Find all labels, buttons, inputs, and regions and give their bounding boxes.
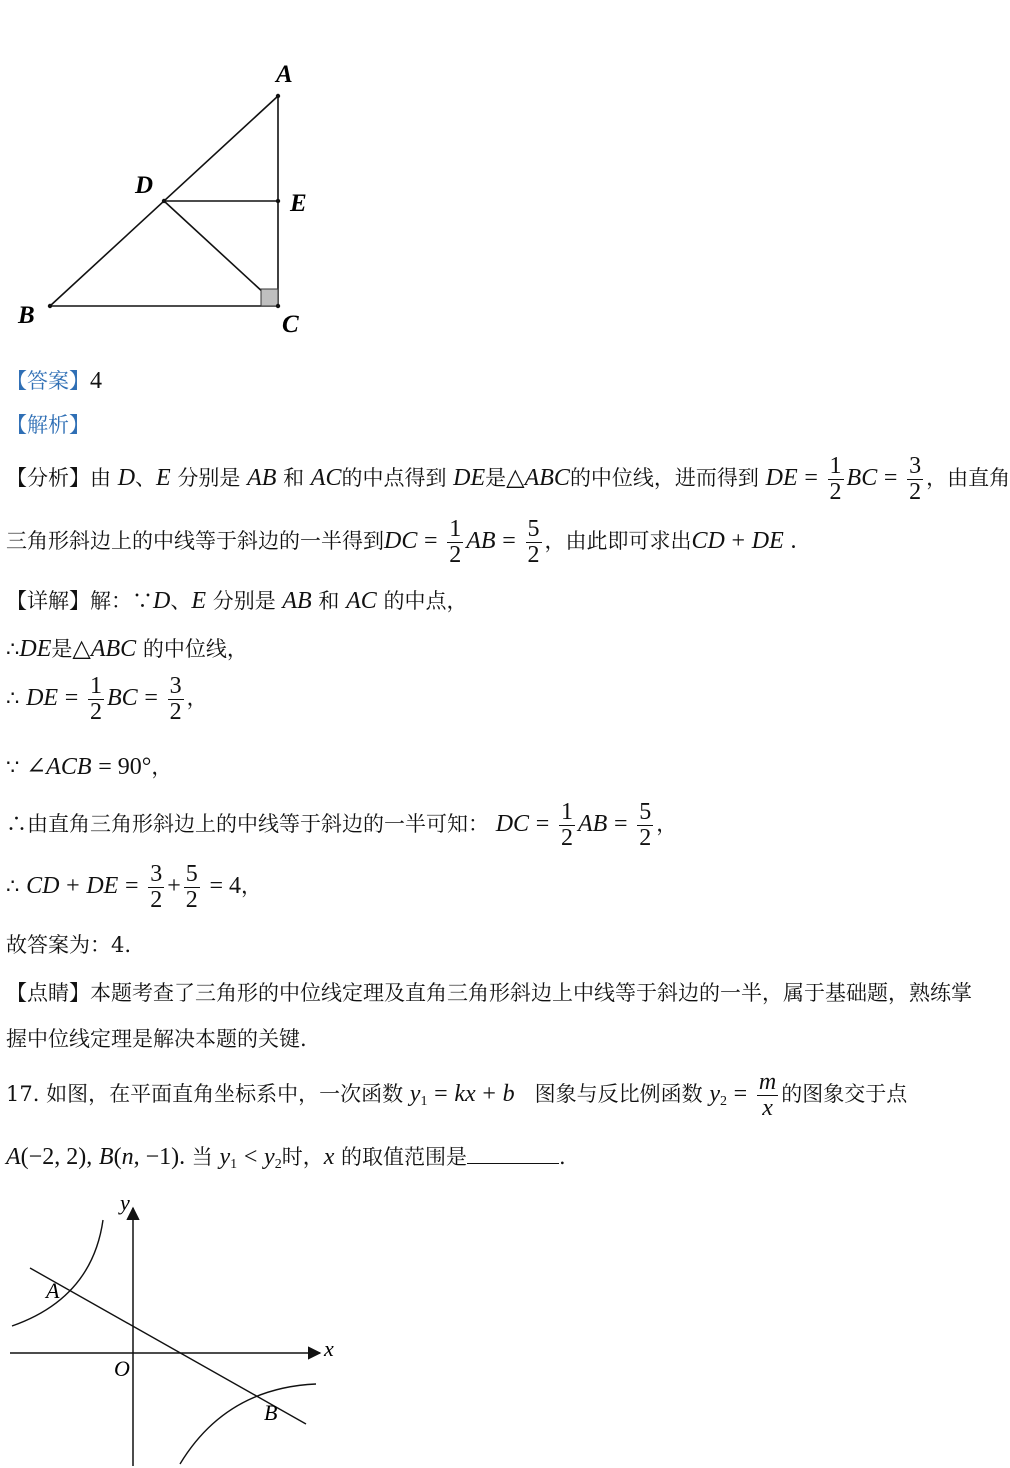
label-b: B <box>18 302 35 329</box>
conclusion-text: 故答案为：4. <box>6 933 132 957</box>
denominator: 2 <box>560 825 573 852</box>
text: 图象与反比例函数 <box>534 1082 703 1107</box>
xiangjie-line-7 <box>6 934 131 957</box>
fenxi-line-2 <box>6 517 796 568</box>
math-var: △ABC <box>506 465 570 492</box>
math-value: , −1) <box>133 1144 180 1170</box>
math-var: AB <box>247 465 277 492</box>
math-op: . <box>179 1144 186 1170</box>
q17-line-2 <box>6 1144 566 1172</box>
numerator: 1 <box>449 516 462 542</box>
xiangjie-line-6 <box>6 862 262 913</box>
dianjing-line-1 <box>6 982 972 1005</box>
text: 是 <box>485 466 507 491</box>
math-var: AB <box>466 528 496 555</box>
fraction <box>907 454 923 505</box>
xiangjie-line-4 <box>6 754 172 780</box>
text: 时， <box>281 1145 324 1169</box>
text: 握中位线定理是解决本题的关键. <box>6 1027 307 1051</box>
text: 如图，在平面直角坐标系中，一次函数 <box>46 1082 404 1107</box>
answer-line <box>6 368 102 394</box>
text: 的中位线，进而得到 <box>569 466 759 491</box>
math-op: < <box>243 1144 258 1170</box>
math-var: DC <box>384 528 418 555</box>
therefore-symbol: ∴ <box>6 874 20 899</box>
text: 分别是 <box>177 466 241 491</box>
math-value: (−2, 2) <box>20 1144 87 1170</box>
math-var: CD <box>691 528 725 555</box>
fraction <box>637 800 653 851</box>
denominator: 2 <box>527 542 540 569</box>
numerator: 5 <box>185 861 198 887</box>
text: 由 <box>90 466 111 491</box>
numerator: 3 <box>150 861 163 887</box>
math-op: = <box>434 1081 448 1108</box>
dot-b <box>48 304 52 308</box>
right-angle-mark <box>261 289 278 306</box>
triangle-figure <box>0 50 360 350</box>
analysis-tag-line <box>6 414 90 437</box>
therefore-symbol: ∴ <box>6 637 20 661</box>
text: 的取值范围是 <box>341 1145 468 1169</box>
text: 是 <box>51 637 73 661</box>
answer-blank <box>467 1145 559 1164</box>
text: ∴由直角三角形斜边上的中线等于斜边的一半可知： <box>6 812 489 837</box>
subscript: 2 <box>274 1157 282 1172</box>
math-op: = <box>424 528 438 555</box>
math-op: = <box>144 685 158 712</box>
dot-c <box>276 304 280 308</box>
text: 的中位线， <box>142 637 248 661</box>
math-value: = 4 <box>209 873 242 900</box>
math-var: kx <box>454 1081 476 1108</box>
label-d: D <box>135 172 154 199</box>
text: ， <box>151 755 173 779</box>
text: 当 <box>191 1145 213 1169</box>
math-op: = <box>613 811 628 838</box>
answer-value: 4 <box>90 368 102 394</box>
dianjing-line-2 <box>6 1028 307 1051</box>
math-var: DE <box>453 465 486 492</box>
fraction <box>184 862 200 913</box>
subscript: 1 <box>230 1157 238 1172</box>
q17-line-1 <box>6 1070 907 1121</box>
text: ，由此即可求出 <box>544 529 692 554</box>
text: 三角形斜边上的中线等于斜边的一半得到 <box>6 529 384 554</box>
math-var: D <box>117 465 136 492</box>
therefore-symbol: ∴ <box>6 686 20 711</box>
math-var: y <box>709 1081 720 1108</box>
math-op: + <box>482 1081 496 1108</box>
numerator: 5 <box>527 516 540 542</box>
fraction <box>559 800 575 851</box>
fraction <box>526 517 542 568</box>
math-var: y <box>219 1144 231 1170</box>
text: 的图象交于点 <box>781 1082 908 1107</box>
fraction <box>148 862 164 913</box>
dianjing-tag: 【点睛】 <box>6 981 90 1005</box>
fraction <box>447 517 463 568</box>
coordinate-graph <box>0 1188 360 1468</box>
math-var: A <box>6 1144 21 1170</box>
label-c: C <box>282 311 299 338</box>
math-op: + <box>167 873 181 900</box>
numerator: 3 <box>909 453 922 479</box>
fraction <box>168 674 184 725</box>
text: 和 <box>318 589 340 613</box>
math-var: DE <box>765 465 798 492</box>
analysis-tag: 【解析】 <box>6 413 90 437</box>
text: 、 <box>170 589 192 613</box>
math-op: = <box>733 1081 748 1108</box>
text: ， <box>186 686 208 711</box>
fraction <box>88 674 104 725</box>
denominator: 2 <box>909 479 922 506</box>
fraction <box>757 1070 778 1121</box>
denominator: 2 <box>639 825 652 852</box>
numerator: 1 <box>89 673 102 699</box>
text: 本题考查了三角形的中位线定理及直角三角形斜边上中线等于斜边的一半，属于基础题，熟练掌 <box>90 981 972 1005</box>
subscript: 2 <box>719 1094 727 1110</box>
math-op: = <box>535 811 550 838</box>
text: 的中点得到 <box>341 466 447 491</box>
xiangjie-line-2 <box>6 636 248 662</box>
hyperbola-lower-right <box>180 1384 316 1464</box>
fraction <box>828 454 844 505</box>
label-e: E <box>290 190 307 217</box>
text: ， <box>656 812 678 837</box>
fenxi-tag: 【分析】 <box>6 466 90 491</box>
angle-symbol: ∠ <box>26 754 47 780</box>
axis-label-y: y <box>120 1190 130 1215</box>
math-var: AC <box>346 588 377 614</box>
numerator: 3 <box>169 673 182 699</box>
denominator: 2 <box>169 699 182 726</box>
text: 和 <box>283 466 305 491</box>
math-var: BC <box>846 465 878 492</box>
math-var: DC <box>495 811 530 838</box>
numerator: 1 <box>560 799 573 825</box>
numerator: 1 <box>829 453 842 479</box>
axis-label-x: x <box>324 1336 334 1361</box>
math-op: = <box>804 465 818 492</box>
denominator: 2 <box>185 887 198 914</box>
hyperbola-upper-left <box>12 1220 103 1326</box>
point-label-b: B <box>264 1400 278 1425</box>
math-var: DE <box>26 685 59 712</box>
math-var: D <box>153 588 171 614</box>
dot-d <box>162 199 166 203</box>
xiangjie-line-1 <box>6 588 467 614</box>
text: 、 <box>135 466 157 491</box>
xiangjie-line-3 <box>6 674 208 725</box>
math-op: + <box>731 528 746 555</box>
dot-a <box>276 94 280 98</box>
math-var: y <box>264 1144 275 1170</box>
denominator: 2 <box>449 542 462 569</box>
denominator: 2 <box>829 479 842 506</box>
math-var: x <box>323 1144 335 1170</box>
text: 分别是 <box>212 589 276 613</box>
origin-label: O <box>114 1356 130 1381</box>
math-op: = <box>502 528 516 555</box>
math-var: BC <box>106 685 138 712</box>
math-var: DE <box>19 636 52 662</box>
math-var: △ABC <box>72 636 137 662</box>
answer-tag: 【答案】 <box>6 369 90 393</box>
point-label-a: A <box>46 1278 60 1303</box>
math-op: = <box>64 685 79 712</box>
denominator: x <box>762 1095 773 1122</box>
text: ， <box>241 874 263 899</box>
math-op: = <box>883 465 898 492</box>
math-var: DE <box>86 873 119 900</box>
denominator: 2 <box>89 699 102 726</box>
xiangjie-tag: 【详解】 <box>6 589 90 613</box>
math-var: n <box>121 1144 134 1170</box>
text: 的中点， <box>383 589 468 613</box>
dot-e <box>276 199 280 203</box>
math-op: = <box>125 873 139 900</box>
because-symbol: ∵ <box>6 755 20 779</box>
math-var: b <box>502 1081 515 1108</box>
math-var: E <box>191 588 207 614</box>
xiangjie-line-5 <box>6 800 677 851</box>
subscript: 1 <box>420 1094 428 1110</box>
numerator: m <box>758 1069 777 1095</box>
math-var: CD <box>26 873 60 900</box>
text: . <box>559 1145 566 1169</box>
math-var: DE <box>751 528 784 555</box>
math-var: B <box>98 1144 114 1170</box>
text: ，由直角 <box>926 466 1010 491</box>
label-a: A <box>276 61 293 88</box>
math-value: = 90° <box>98 754 152 780</box>
denominator: 2 <box>150 887 163 914</box>
math-op: ( <box>113 1144 122 1170</box>
numerator: 5 <box>639 799 652 825</box>
math-op: . <box>790 528 797 555</box>
text: 解：∵ <box>90 589 153 613</box>
math-var: AC <box>310 465 342 492</box>
math-var: ACB <box>46 754 92 780</box>
question-number: 17. <box>6 1082 40 1107</box>
math-var: y <box>409 1081 421 1108</box>
fenxi-line-1 <box>6 454 1010 505</box>
math-var: AB <box>577 811 608 838</box>
math-op: + <box>66 873 80 900</box>
math-var: AB <box>282 588 312 614</box>
math-var: E <box>156 465 171 492</box>
math-op: , <box>86 1144 93 1170</box>
